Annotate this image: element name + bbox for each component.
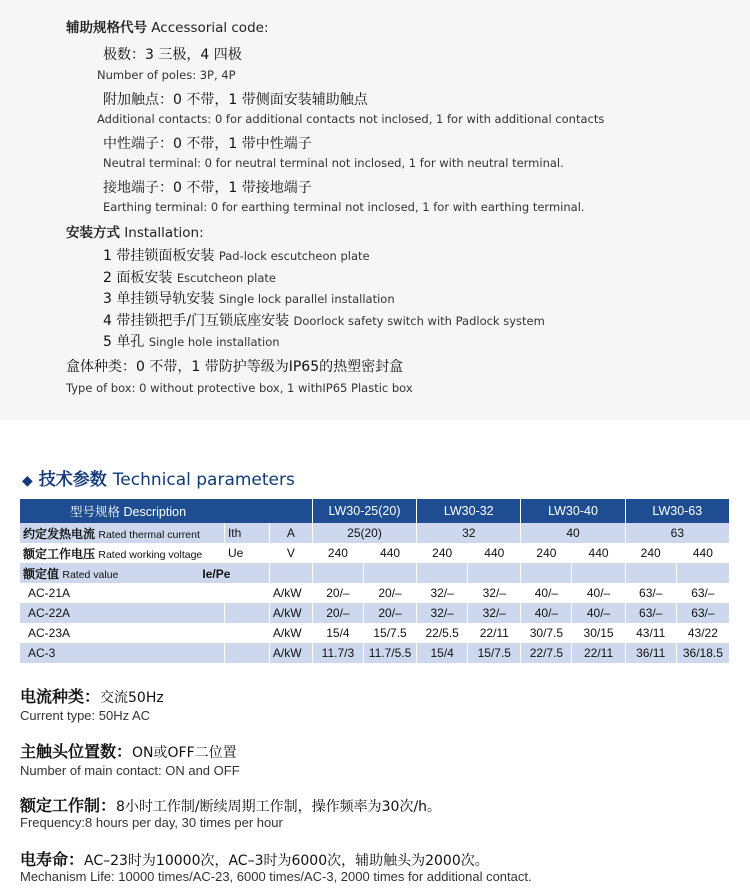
installation-item	[103, 267, 276, 287]
table-cell: 40/–	[572, 603, 625, 623]
spec-main-contact-en: Number of main contact: ON and OFF	[20, 763, 240, 778]
table-cell: 240	[312, 543, 363, 563]
table-cell: 30/7.5	[521, 623, 572, 643]
table-header-row	[20, 499, 730, 523]
table-cell: 32/–	[468, 603, 521, 623]
table-row	[20, 523, 730, 543]
table-cell: 63/–	[625, 583, 676, 603]
spec-label: 额定工作制：	[20, 796, 117, 815]
table-cell: 32	[417, 523, 521, 543]
row-unit: A/kW	[269, 623, 312, 643]
table-cell: 32/–	[417, 583, 468, 603]
row-name: AC-23A	[20, 623, 224, 643]
table-cell: 63/–	[625, 603, 676, 623]
diamond-icon: ◆	[22, 473, 33, 489]
table-cell: 43/22	[676, 623, 729, 643]
table-cell: 20/–	[312, 603, 363, 623]
contacts-cn: 附加触点：0 不带，1 带侧面安装辅助触点	[103, 92, 368, 108]
row-name: AC-21A	[20, 583, 224, 603]
spec-value: AC–23时为10000次，AC–3时为6000次，辅助触头为2000次。	[84, 853, 489, 869]
installation-item-en: Doorlock safety switch with Padlock system	[293, 314, 545, 328]
neutral-cn: 中性端子：0 不带，1 带中性端子	[103, 136, 312, 152]
table-cell: 240	[417, 543, 468, 563]
neutral-en: Neutral terminal: 0 for neutral terminal not inclosed, 1 for with neutral terminal.	[103, 156, 564, 170]
desc-header-en: Description	[123, 505, 187, 519]
earthing-cn: 接地端子：0 不带，1 带接地端子	[103, 180, 312, 196]
table-cell: 32/–	[417, 603, 468, 623]
table-cell: 25(20)	[312, 523, 416, 543]
desc-header-cn: 型号规格	[70, 505, 121, 519]
accessorial-heading	[66, 16, 269, 36]
spec-label: 电流种类：	[20, 687, 101, 706]
parameters-table	[20, 499, 730, 663]
row-unit: A	[269, 523, 312, 543]
spec-value: 8小时工作制/断续周期工作制，操作频率为30次/h。	[116, 799, 442, 815]
installation-item-en: Single hole installation	[148, 335, 280, 349]
spec-label: 主触头位置数：	[20, 742, 133, 761]
model-header: LW30-25(20)	[312, 499, 416, 523]
spec-main-contact	[20, 739, 237, 762]
row-label-cn: 额定值	[23, 566, 60, 581]
box-type-cn: 盒体种类：0 不带，1 带防护等级为IP65的热塑密封盒	[66, 359, 404, 375]
installation-item-en: Single lock parallel installation	[218, 292, 395, 306]
installation-item	[103, 310, 545, 330]
installation-item	[103, 331, 280, 351]
table-cell: 63/–	[676, 603, 729, 623]
row-name: AC-3	[20, 643, 224, 663]
table-row	[20, 603, 730, 623]
table-cell: 32/–	[468, 583, 521, 603]
row-name: AC-22A	[20, 603, 224, 623]
row-label	[20, 543, 224, 563]
row-unit: A/kW	[269, 643, 312, 663]
installation-item-cn: 2 面板安装	[103, 270, 173, 286]
table-cell: 440	[676, 543, 729, 563]
table-cell: 40	[521, 523, 625, 543]
table-cell: 240	[521, 543, 572, 563]
installation-item-cn: 3 单挂锁导轨安装	[103, 291, 215, 307]
table-row	[20, 623, 730, 643]
installation-item-cn: 5 单孔	[103, 334, 145, 350]
spec-current-type	[20, 684, 164, 707]
row-label-cn: 约定发热电流	[23, 526, 96, 541]
installation-heading-cn: 安装方式	[66, 225, 120, 241]
table-cell: 63	[625, 523, 729, 543]
box-type-en: Type of box: 0 without protective box, 1 withIP65 Plastic box	[66, 381, 413, 395]
installation-item-en: Pad-lock escutcheon plate	[218, 249, 370, 263]
spec-current-type-en: Current type: 50Hz AC	[20, 708, 151, 723]
table-cell: 36/18.5	[676, 643, 729, 663]
table-cell: 30/15	[572, 623, 625, 643]
table-cell: 40/–	[521, 603, 572, 623]
row-symbol: Ue	[224, 543, 269, 563]
spec-life-en: Mechanism Life: 10000 times/AC-23, 6000 times/AC-3, 2000 times for additional contact.	[20, 869, 532, 884]
installation-heading	[66, 221, 204, 241]
row-label-en: Rated working voltage	[98, 548, 203, 561]
spec-duty	[20, 793, 441, 816]
installation-item-en: Escutcheon plate	[176, 271, 276, 285]
desc-header	[20, 499, 312, 523]
model-header: LW30-63	[625, 499, 729, 523]
table-cell: 15/4	[417, 643, 468, 663]
spec-life	[20, 847, 489, 870]
table-cell: 20/–	[312, 583, 363, 603]
table-cell: 40/–	[572, 583, 625, 603]
table-row	[20, 643, 730, 663]
section-title-cn: 技术参数	[38, 470, 107, 490]
poles-en: Number of poles: 3P, 4P	[97, 68, 236, 82]
table-cell: 11.7/3	[312, 643, 363, 663]
row-label-en: Rated thermal current	[98, 528, 200, 541]
table-cell: 15/4	[312, 623, 363, 643]
table-cell: 22/11	[572, 643, 625, 663]
installation-item-cn: 4 带挂锁把手/门互锁底座安装	[103, 313, 290, 329]
table-cell: 63/–	[676, 583, 729, 603]
table-cell: 20/–	[363, 603, 416, 623]
table-row	[20, 583, 730, 603]
row-symbol: Ie/Pe	[202, 566, 231, 581]
row-label-en: Rated value	[62, 568, 119, 581]
installation-item	[103, 245, 370, 265]
row-label-cn: 额定工作电压	[23, 546, 96, 561]
table-cell: 20/–	[363, 583, 416, 603]
section-title	[22, 465, 295, 490]
installation-heading-en: Installation:	[124, 225, 204, 241]
row-unit: A/kW	[269, 603, 312, 623]
table-cell: 22/11	[468, 623, 521, 643]
table-cell: 440	[572, 543, 625, 563]
table-row	[20, 543, 730, 563]
spec-value: ON或OFF二位置	[132, 745, 237, 761]
contacts-en: Additional contacts: 0 for additional contacts not inclosed, 1 for with additional contacts	[97, 112, 605, 126]
row-label	[20, 563, 269, 583]
spec-duty-en: Frequency:8 hours per day, 30 times per hour	[20, 815, 283, 830]
table-cell: 40/–	[521, 583, 572, 603]
accessorial-heading-en: Accessorial code:	[151, 20, 269, 36]
earthing-en: Earthing terminal: 0 for earthing terminal not inclosed, 1 for with earthing terminal.	[103, 200, 585, 214]
model-header: LW30-32	[417, 499, 521, 523]
table-cell: 15/7.5	[363, 623, 416, 643]
table-cell: 36/11	[625, 643, 676, 663]
table-cell: 15/7.5	[468, 643, 521, 663]
accessorial-heading-cn: 辅助规格代号	[66, 20, 147, 36]
model-header: LW30-40	[521, 499, 625, 523]
table-cell: 22/5.5	[417, 623, 468, 643]
installation-item-cn: 1 带挂锁面板安装	[103, 248, 215, 264]
row-symbol: Ith	[224, 523, 269, 543]
table-cell: 11.7/5.5	[363, 643, 416, 663]
table-cell: 440	[468, 543, 521, 563]
spec-value: 交流50Hz	[100, 690, 164, 706]
row-label	[20, 523, 224, 543]
row-unit: V	[269, 543, 312, 563]
poles-cn: 极数：3 三极，4 四极	[103, 47, 242, 63]
installation-item	[103, 288, 395, 308]
spec-label: 电寿命：	[20, 850, 85, 869]
row-unit: A/kW	[269, 583, 312, 603]
table-cell: 22/7.5	[521, 643, 572, 663]
table-cell: 43/11	[625, 623, 676, 643]
table-cell: 440	[363, 543, 416, 563]
table-cell: 240	[625, 543, 676, 563]
section-title-en: Technical parameters	[112, 470, 295, 490]
table-row	[20, 563, 730, 583]
